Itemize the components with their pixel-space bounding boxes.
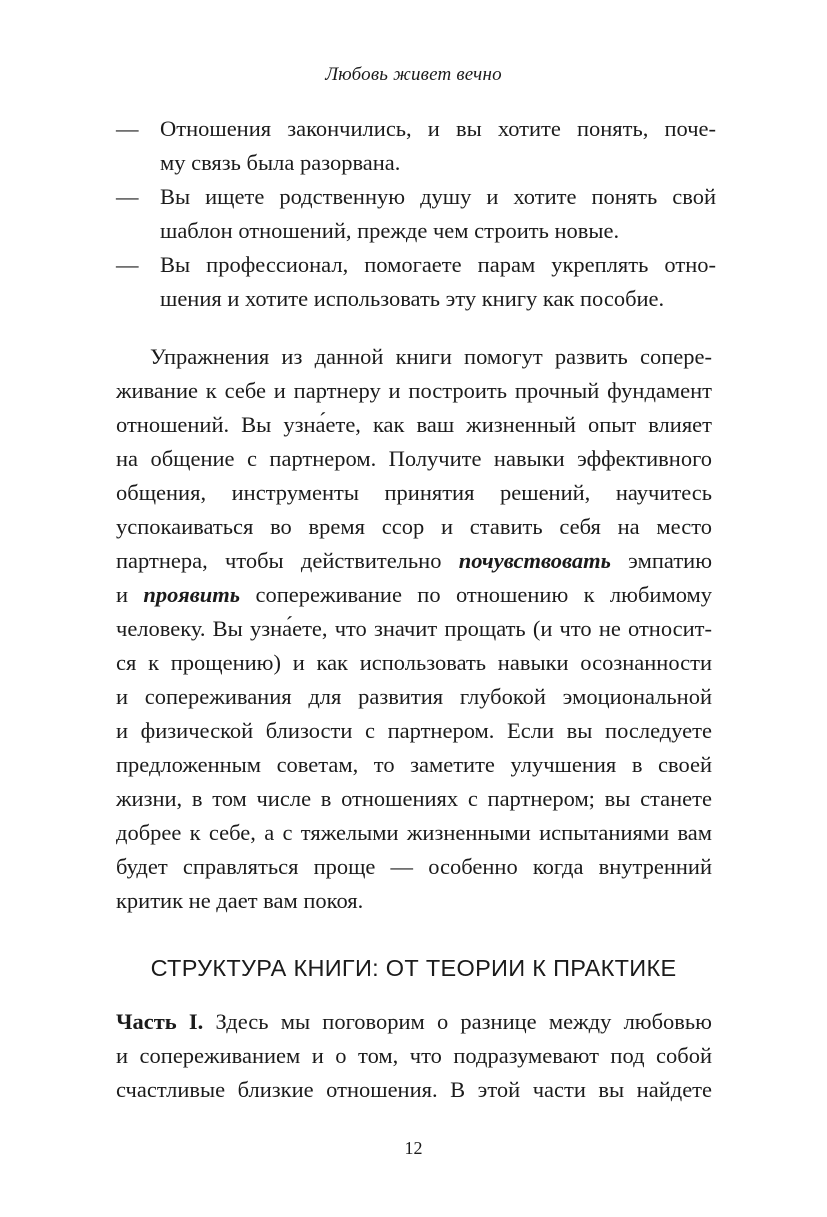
list-item xyxy=(116,112,716,180)
bullet-list xyxy=(116,112,716,316)
list-item-text xyxy=(160,248,716,316)
text-line: шения и хотите использовать эту книгу как пособие. xyxy=(160,286,665,311)
text-line: и сопереживанием и о том, что подразумевают под собой xyxy=(116,1043,712,1068)
list-item-text xyxy=(160,180,716,248)
list-item xyxy=(116,248,716,316)
text-line: счастливые близкие отношения. В этой части вы найдете xyxy=(116,1077,712,1102)
body-paragraph xyxy=(116,340,712,918)
text-run: партнера, чтобы действительно xyxy=(116,548,442,573)
part-label: Часть I. xyxy=(116,1009,204,1034)
text-line: общения, инструменты принятия решений, научитесь xyxy=(116,480,712,505)
text-line: му связь была разорвана. xyxy=(160,150,401,175)
text-line: живание к себе и партнеру и построить прочный фундамент xyxy=(116,378,712,403)
section-heading: СТРУКТУРА КНИГИ: ОТ ТЕОРИИ К ПРАКТИКЕ xyxy=(150,955,677,981)
text-line: критик не дает вам покоя. xyxy=(116,888,364,913)
page-number: 12 xyxy=(404,1138,423,1158)
text-line: Упражнения из данной книги помогут развить сопере- xyxy=(150,344,712,369)
part-one-paragraph xyxy=(116,1005,712,1107)
text-line: успокаиваться во время ссор и ставить себя на место xyxy=(116,514,712,539)
list-item xyxy=(116,180,716,248)
em-dash: — xyxy=(116,116,139,141)
emphasis-word: почувствовать xyxy=(458,548,611,573)
text-line: человеку. Вы узна́ете, что значит прощать (и что не относит- xyxy=(116,616,712,641)
text-line: жизни, в том числе в отношениях с партнером; вы станете xyxy=(116,786,712,811)
text-run: Здесь мы поговорим о разнице между любовью xyxy=(215,1009,712,1034)
list-item-text xyxy=(160,112,716,180)
text-run: и xyxy=(116,582,129,607)
em-dash: — xyxy=(116,184,139,209)
text-line: предложенным советам, то заметите улучшения в своей xyxy=(116,752,712,777)
text-line: и физической близости с партнером. Если вы последуете xyxy=(116,718,712,743)
text-run: сопереживание по отношению к любимому xyxy=(255,582,713,607)
text-line: на общение с партнером. Получите навыки эффективного xyxy=(116,446,712,471)
text-line xyxy=(116,1005,712,1039)
text-line: шаблон отношений, прежде чем строить новые. xyxy=(160,218,620,243)
text-line xyxy=(116,578,712,612)
running-head: Любовь живет вечно xyxy=(325,64,502,85)
text-run: эмпатию xyxy=(628,548,712,573)
text-line: будет справляться проще — особенно когда внутренний xyxy=(116,854,712,879)
text-line: ся к прощению) и как использовать навыки осознанности xyxy=(116,650,712,675)
text-line: добрее к себе, а с тяжелыми жизненными испытаниями вам xyxy=(116,820,712,845)
em-dash: — xyxy=(116,252,139,277)
text-line: и сопереживания для развития глубокой эмоциональной xyxy=(116,684,712,709)
text-line: Вы ищете родственную душу и хотите понять свой xyxy=(160,184,716,209)
text-line xyxy=(116,544,712,578)
emphasis-word: проявить xyxy=(143,582,241,607)
text-line: Вы профессионал, помогаете парам укреплять отно- xyxy=(160,252,716,277)
text-line: отношений. Вы узна́ете, как ваш жизненный опыт влияет xyxy=(116,412,712,437)
text-line: Отношения закончились, и вы хотите понять, поче- xyxy=(160,116,716,141)
